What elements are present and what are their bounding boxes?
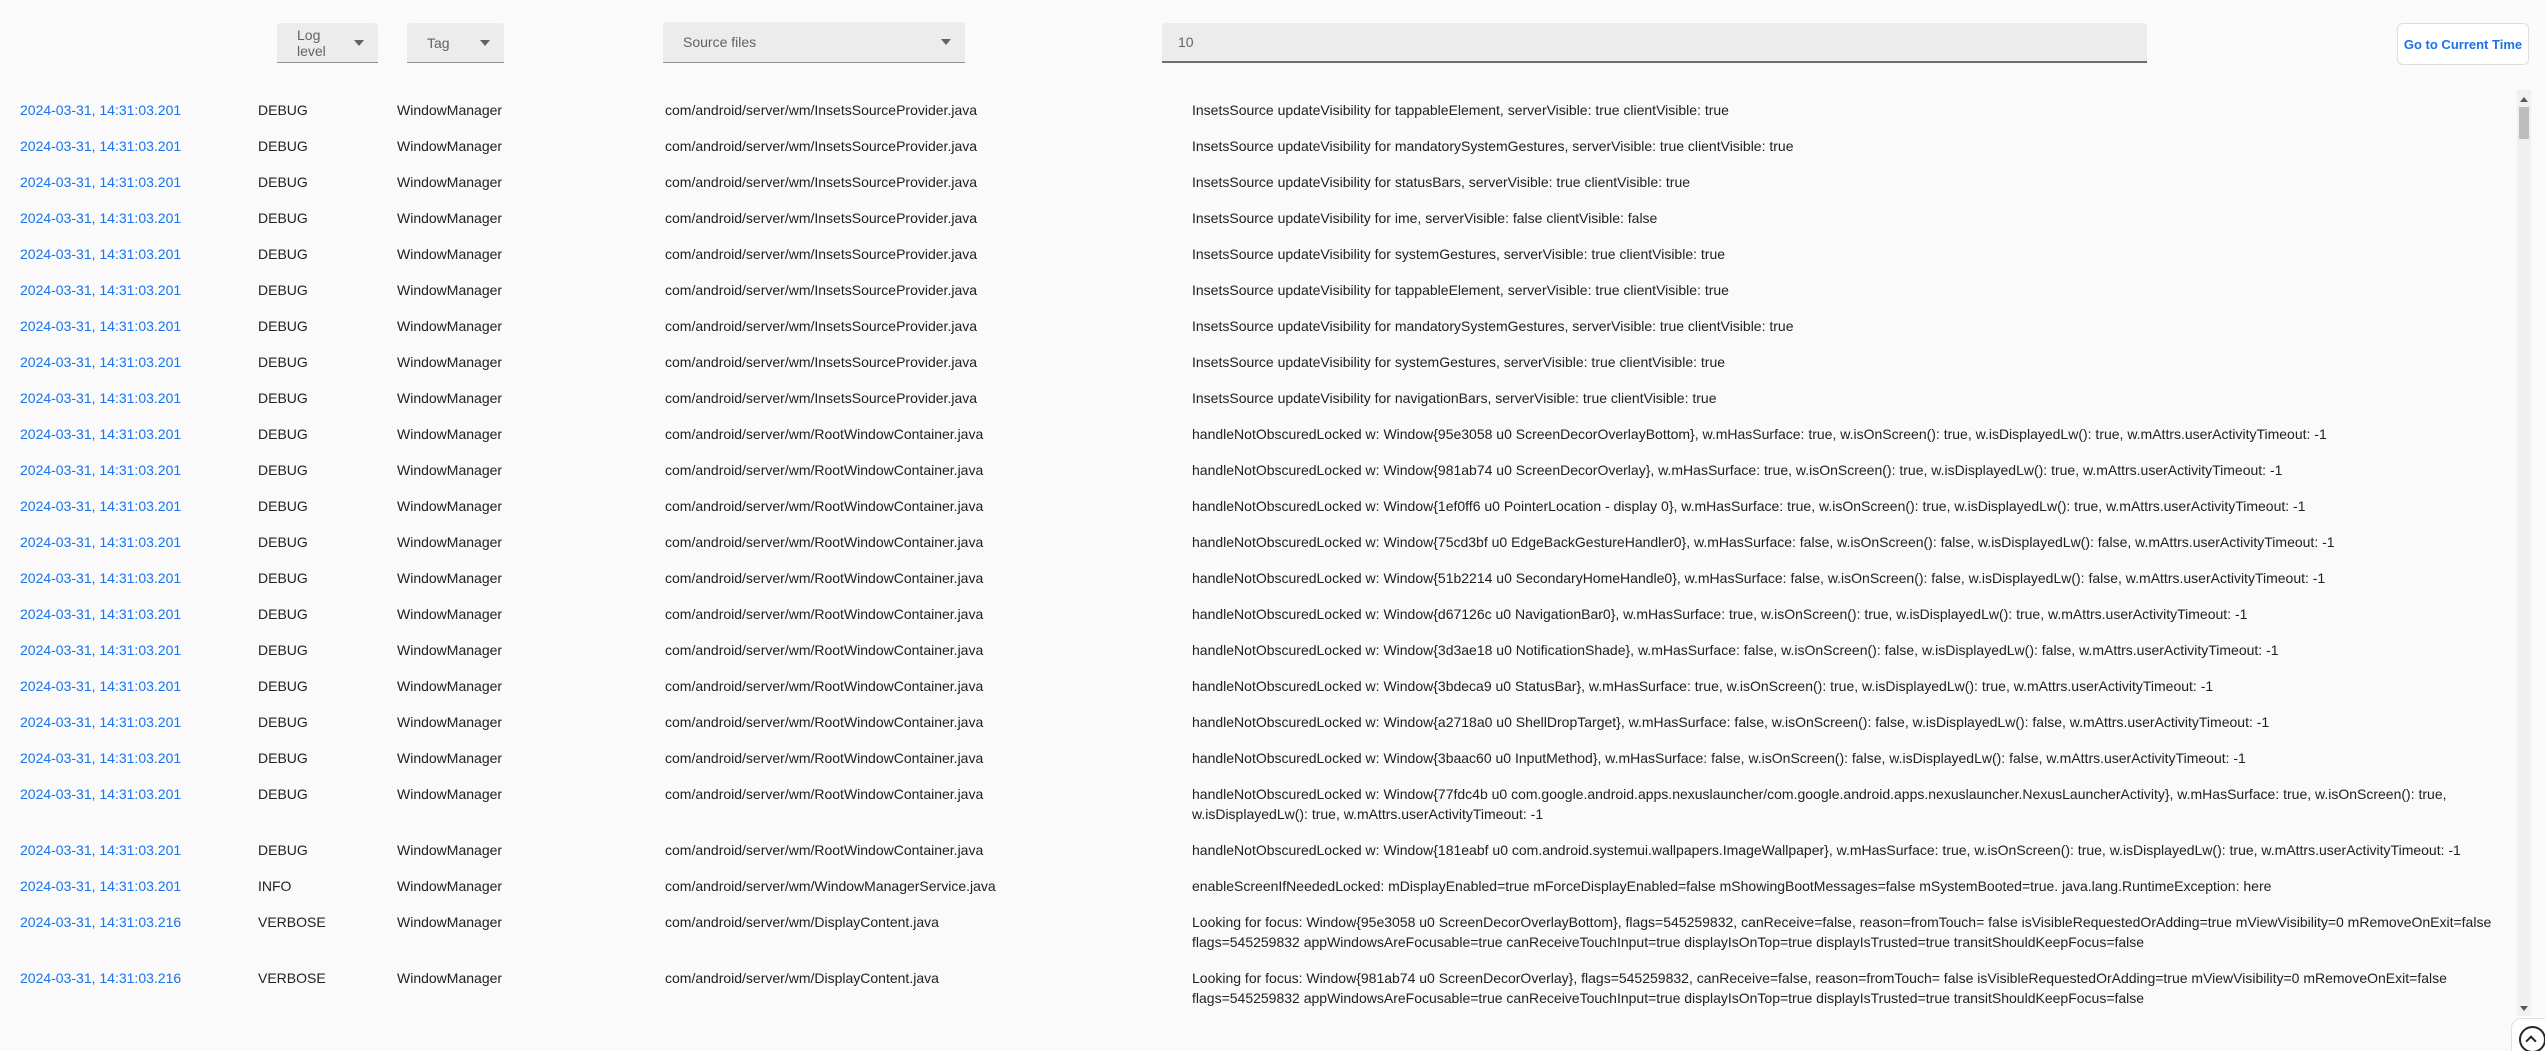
- log-tag: WindowManager: [397, 878, 503, 894]
- scroll-down-arrow-icon[interactable]: [2520, 1006, 2528, 1011]
- log-source-file: com/android/server/wm/RootWindowContainer.java: [665, 642, 984, 658]
- log-level: DEBUG: [258, 534, 308, 550]
- log-tag: WindowManager: [397, 354, 503, 370]
- log-level: DEBUG: [258, 246, 308, 262]
- log-source-file: com/android/server/wm/RootWindowContainer.java: [665, 750, 984, 766]
- log-level: DEBUG: [258, 462, 308, 478]
- go-to-current-time-button[interactable]: Go to Current Time: [2397, 23, 2529, 65]
- log-timestamp-link[interactable]: 2024-03-31, 14:31:03.201: [20, 678, 182, 694]
- log-level: DEBUG: [258, 210, 308, 226]
- log-tag: WindowManager: [397, 462, 503, 478]
- log-row: [0, 200, 2530, 236]
- log-source-file: com/android/server/wm/RootWindowContainer.java: [665, 842, 984, 858]
- log-row: [0, 164, 2530, 200]
- log-row: [0, 308, 2530, 344]
- log-tag: WindowManager: [397, 282, 503, 298]
- log-row: [0, 128, 2530, 164]
- log-level: DEBUG: [258, 750, 308, 766]
- log-timestamp-link[interactable]: 2024-03-31, 14:31:03.216: [20, 970, 182, 986]
- source-files-filter-dropdown[interactable]: [663, 22, 965, 63]
- log-timestamp-link[interactable]: 2024-03-31, 14:31:03.216: [20, 914, 182, 930]
- scrollbar-thumb[interactable]: [2519, 107, 2529, 139]
- log-level: DEBUG: [258, 426, 308, 442]
- log-source-file: com/android/server/wm/RootWindowContainer.java: [665, 426, 984, 442]
- log-source-file: com/android/server/wm/RootWindowContainer.java: [665, 606, 984, 622]
- log-timestamp-link[interactable]: 2024-03-31, 14:31:03.201: [20, 534, 182, 550]
- log-level: DEBUG: [258, 102, 308, 118]
- log-tag: WindowManager: [397, 534, 503, 550]
- log-message: enableScreenIfNeededLocked: mDisplayEnabled=true mForceDisplayEnabled=false mShowingBootMessages=false mSystemBooted=true. java.lang.RuntimeException: here: [1192, 878, 2272, 894]
- tag-filter-label: Tag: [427, 34, 450, 51]
- log-timestamp-link[interactable]: 2024-03-31, 14:31:03.201: [20, 462, 182, 478]
- log-message: InsetsSource updateVisibility for navigationBars, serverVisible: true clientVisible: true: [1192, 390, 1717, 406]
- log-tag: WindowManager: [397, 210, 503, 226]
- vertical-scrollbar[interactable]: [2517, 90, 2531, 1016]
- log-message: handleNotObscuredLocked w: Window{1ef0ff6 u0 PointerLocation - display 0}, w.mHasSurface: true, w.isOnScreen(): true, w.isDisplayedLw(): true, w.mAttrs.userActivityTimeout: -1: [1192, 498, 2306, 514]
- log-tag: WindowManager: [397, 750, 503, 766]
- log-message: InsetsSource updateVisibility for tappableElement, serverVisible: true clientVisible: true: [1192, 102, 1729, 118]
- log-row: [0, 776, 2530, 832]
- log-row: [0, 524, 2530, 560]
- log-source-file: com/android/server/wm/DisplayContent.java: [665, 970, 939, 986]
- log-timestamp-link[interactable]: 2024-03-31, 14:31:03.201: [20, 714, 182, 730]
- log-tag: WindowManager: [397, 678, 503, 694]
- log-level: DEBUG: [258, 354, 308, 370]
- log-tag: WindowManager: [397, 786, 503, 802]
- log-message: handleNotObscuredLocked w: Window{181eabf u0 com.android.systemui.wallpapers.ImageWallpaper}, w.mHasSurface: true, w.isOnScreen(): true, w.isDisplayedLw(): true, w.mAttrs.userActivityTimeout: -1: [1192, 842, 2461, 858]
- log-level: DEBUG: [258, 282, 308, 298]
- log-source-file: com/android/server/wm/InsetsSourceProvider.java: [665, 102, 978, 118]
- log-source-file: com/android/server/wm/WindowManagerService.java: [665, 878, 996, 894]
- log-source-file: com/android/server/wm/InsetsSourceProvider.java: [665, 390, 978, 406]
- log-row: [0, 272, 2530, 308]
- log-message: handleNotObscuredLocked w: Window{77fdc4b u0 com.google.android.apps.nexuslauncher/com.google.android.apps.nexuslauncher.NexusLauncherActivity}, w.mHasSurface: true, w.isOnScreen(): true, w.isDisplayedLw(): true, w.mAttrs.userActivityTimeout: -1: [1192, 786, 2447, 822]
- log-level: INFO: [258, 878, 292, 894]
- log-message: Looking for focus: Window{981ab74 u0 ScreenDecorOverlay}, flags=545259832, canReceive=false, reason=fromTouch= false isVisibleRequestedOrAdding=true mViewVisibility=0 mRemoveOnExit=false flags=545259832 appWindowsAreFocusable=true canReceiveTouchInput=true displayIsOnTop=true displayIsTrusted=true transitShouldKeepFocus=false: [1192, 970, 2447, 1006]
- log-message: handleNotObscuredLocked w: Window{d67126c u0 NavigationBar0}, w.mHasSurface: true, w.isOnScreen(): true, w.isDisplayedLw(): true, w.mAttrs.userActivityTimeout: -1: [1192, 606, 2248, 622]
- circle-up-arrow-icon: [2519, 1026, 2545, 1051]
- log-tag: WindowManager: [397, 138, 503, 154]
- tag-filter-dropdown[interactable]: [407, 23, 504, 63]
- filter-value-input[interactable]: [1162, 23, 2147, 63]
- dropdown-arrow-icon: [941, 39, 951, 45]
- log-row: [0, 92, 2530, 128]
- log-level: DEBUG: [258, 606, 308, 622]
- log-message: handleNotObscuredLocked w: Window{3baac60 u0 InputMethod}, w.mHasSurface: false, w.isOnScreen(): false, w.isDisplayedLw(): false, w.mAttrs.userActivityTimeout: -1: [1192, 750, 2246, 766]
- scroll-up-arrow-icon[interactable]: [2520, 97, 2528, 102]
- log-timestamp-link[interactable]: 2024-03-31, 14:31:03.201: [20, 318, 182, 334]
- log-tag: WindowManager: [397, 642, 503, 658]
- log-row: [0, 868, 2530, 904]
- log-row: [0, 596, 2530, 632]
- log-row: [0, 344, 2530, 380]
- log-source-file: com/android/server/wm/RootWindowContainer.java: [665, 714, 984, 730]
- log-level: DEBUG: [258, 678, 308, 694]
- log-source-file: com/android/server/wm/InsetsSourceProvider.java: [665, 318, 978, 334]
- log-message: Looking for focus: Window{95e3058 u0 ScreenDecorOverlayBottom}, flags=545259832, canReceive=false, reason=fromTouch= false isVisibleRequestedOrAdding=true mViewVisibility=0 mRemoveOnExit=false flags=545259832 appWindowsAreFocusable=true canReceiveTouchInput=true displayIsOnTop=true displayIsTrusted=true transitShouldKeepFocus=false: [1192, 914, 2492, 950]
- log-source-file: com/android/server/wm/RootWindowContainer.java: [665, 786, 984, 802]
- log-timestamp-link[interactable]: 2024-03-31, 14:31:03.201: [20, 750, 182, 766]
- log-row: [0, 704, 2530, 740]
- log-row: [0, 380, 2530, 416]
- scroll-to-top-button[interactable]: [2511, 1018, 2545, 1051]
- log-level: DEBUG: [258, 714, 308, 730]
- log-source-file: com/android/server/wm/DisplayContent.java: [665, 914, 939, 930]
- log-timestamp-link[interactable]: 2024-03-31, 14:31:03.201: [20, 354, 182, 370]
- log-row: [0, 236, 2530, 272]
- log-message: InsetsSource updateVisibility for statusBars, serverVisible: true clientVisible: true: [1192, 174, 1691, 190]
- log-row: [0, 960, 2530, 1016]
- log-timestamp-link[interactable]: 2024-03-31, 14:31:03.201: [20, 246, 182, 262]
- log-source-file: com/android/server/wm/InsetsSourceProvider.java: [665, 174, 978, 190]
- log-source-file: com/android/server/wm/RootWindowContainer.java: [665, 534, 984, 550]
- log-level: DEBUG: [258, 390, 308, 406]
- log-level: DEBUG: [258, 138, 308, 154]
- log-level: VERBOSE: [258, 970, 326, 986]
- log-level: DEBUG: [258, 642, 308, 658]
- log-row: [0, 740, 2530, 776]
- log-timestamp-link[interactable]: 2024-03-31, 14:31:03.201: [20, 210, 182, 226]
- log-row: [0, 452, 2530, 488]
- chevron-up-icon: [2525, 1035, 2536, 1046]
- log-tag: WindowManager: [397, 606, 503, 622]
- log-tag: WindowManager: [397, 174, 503, 190]
- log-message: InsetsSource updateVisibility for systemGestures, serverVisible: true clientVisible: true: [1192, 246, 1726, 262]
- log-timestamp-link[interactable]: 2024-03-31, 14:31:03.201: [20, 498, 182, 514]
- log-level: VERBOSE: [258, 914, 326, 930]
- log-message: handleNotObscuredLocked w: Window{981ab74 u0 ScreenDecorOverlay}, w.mHasSurface: true, w.isOnScreen(): true, w.isDisplayedLw(): true, w.mAttrs.userActivityTimeout: -1: [1192, 462, 2283, 478]
- log-list: [0, 92, 2530, 1016]
- log-source-file: com/android/server/wm/InsetsSourceProvider.java: [665, 354, 978, 370]
- log-source-file: com/android/server/wm/RootWindowContainer.java: [665, 462, 984, 478]
- log-row: [0, 416, 2530, 452]
- log-message: InsetsSource updateVisibility for mandatorySystemGestures, serverVisible: true clientVisible: true: [1192, 318, 1794, 334]
- log-message: InsetsSource updateVisibility for mandatorySystemGestures, serverVisible: true clientVisible: true: [1192, 138, 1794, 154]
- log-level: DEBUG: [258, 570, 308, 586]
- log-source-file: com/android/server/wm/InsetsSourceProvider.java: [665, 210, 978, 226]
- log-tag: WindowManager: [397, 714, 503, 730]
- log-tag: WindowManager: [397, 390, 503, 406]
- log-row: [0, 904, 2530, 960]
- log-timestamp-link[interactable]: 2024-03-31, 14:31:03.201: [20, 174, 182, 190]
- log-message: InsetsSource updateVisibility for tappableElement, serverVisible: true clientVisible: true: [1192, 282, 1729, 298]
- log-timestamp-link[interactable]: 2024-03-31, 14:31:03.201: [20, 570, 182, 586]
- log-tag: WindowManager: [397, 570, 503, 586]
- log-message: InsetsSource updateVisibility for ime, serverVisible: false clientVisible: false: [1192, 210, 1658, 226]
- log-level: DEBUG: [258, 842, 308, 858]
- log-timestamp-link[interactable]: 2024-03-31, 14:31:03.201: [20, 138, 182, 154]
- log-level-filter-dropdown[interactable]: [277, 23, 378, 63]
- log-message: handleNotObscuredLocked w: Window{75cd3bf u0 EdgeBackGestureHandler0}, w.mHasSurface: false, w.isOnScreen(): false, w.isDisplayedLw(): false, w.mAttrs.userActivityTimeout: -1: [1192, 534, 2335, 550]
- log-message: handleNotObscuredLocked w: Window{3d3ae18 u0 NotificationShade}, w.mHasSurface: false, w.isOnScreen(): false, w.isDisplayedLw(): false, w.mAttrs.userActivityTimeout: -1: [1192, 642, 2279, 658]
- log-timestamp-link[interactable]: 2024-03-31, 14:31:03.201: [20, 426, 182, 442]
- log-row: [0, 560, 2530, 596]
- log-source-file: com/android/server/wm/RootWindowContainer.java: [665, 570, 984, 586]
- log-level: DEBUG: [258, 174, 308, 190]
- source-files-filter-label: Source files: [683, 34, 757, 50]
- log-timestamp-link[interactable]: 2024-03-31, 14:31:03.201: [20, 786, 182, 802]
- log-row: [0, 832, 2530, 868]
- log-timestamp-link[interactable]: 2024-03-31, 14:31:03.201: [20, 390, 182, 406]
- log-source-file: com/android/server/wm/InsetsSourceProvider.java: [665, 138, 978, 154]
- log-timestamp-link[interactable]: 2024-03-31, 14:31:03.201: [20, 606, 182, 622]
- log-source-file: com/android/server/wm/InsetsSourceProvider.java: [665, 246, 978, 262]
- log-row: [0, 668, 2530, 704]
- log-message: handleNotObscuredLocked w: Window{3bdeca9 u0 StatusBar}, w.mHasSurface: true, w.isOnScreen(): true, w.isDisplayedLw(): true, w.mAttrs.userActivityTimeout: -1: [1192, 678, 2214, 694]
- log-tag: WindowManager: [397, 246, 503, 262]
- log-timestamp-link[interactable]: 2024-03-31, 14:31:03.201: [20, 282, 182, 298]
- log-tag: WindowManager: [397, 914, 503, 930]
- dropdown-arrow-icon: [480, 40, 490, 46]
- log-message: handleNotObscuredLocked w: Window{51b2214 u0 SecondaryHomeHandle0}, w.mHasSurface: false, w.isOnScreen(): false, w.isDisplayedLw(): false, w.mAttrs.userActivityTimeout: -1: [1192, 570, 2326, 586]
- log-level: DEBUG: [258, 786, 308, 802]
- log-level: DEBUG: [258, 498, 308, 514]
- log-tag: WindowManager: [397, 842, 503, 858]
- log-timestamp-link[interactable]: 2024-03-31, 14:31:03.201: [20, 642, 182, 658]
- dropdown-arrow-icon: [354, 40, 364, 46]
- log-level: DEBUG: [258, 318, 308, 334]
- log-tag: WindowManager: [397, 970, 503, 986]
- log-tag: WindowManager: [397, 426, 503, 442]
- log-tag: WindowManager: [397, 498, 503, 514]
- log-tag: WindowManager: [397, 318, 503, 334]
- log-message: handleNotObscuredLocked w: Window{a2718a0 u0 ShellDropTarget}, w.mHasSurface: false, w.isOnScreen(): false, w.isDisplayedLw(): false, w.mAttrs.userActivityTimeout: -1: [1192, 714, 2270, 730]
- log-timestamp-link[interactable]: 2024-03-31, 14:31:03.201: [20, 102, 182, 118]
- log-message: handleNotObscuredLocked w: Window{95e3058 u0 ScreenDecorOverlayBottom}, w.mHasSurface: true, w.isOnScreen(): true, w.isDisplayedLw(): true, w.mAttrs.userActivityTimeout: -1: [1192, 426, 2327, 442]
- log-row: [0, 488, 2530, 524]
- log-source-file: com/android/server/wm/RootWindowContainer.java: [665, 498, 984, 514]
- log-timestamp-link[interactable]: 2024-03-31, 14:31:03.201: [20, 842, 182, 858]
- log-tag: WindowManager: [397, 102, 503, 118]
- log-timestamp-link[interactable]: 2024-03-31, 14:31:03.201: [20, 878, 182, 894]
- log-source-file: com/android/server/wm/RootWindowContainer.java: [665, 678, 984, 694]
- log-level-filter-label: Log level: [297, 26, 326, 59]
- log-source-file: com/android/server/wm/InsetsSourceProvider.java: [665, 282, 978, 298]
- log-message: InsetsSource updateVisibility for systemGestures, serverVisible: true clientVisible: true: [1192, 354, 1726, 370]
- log-row: [0, 632, 2530, 668]
